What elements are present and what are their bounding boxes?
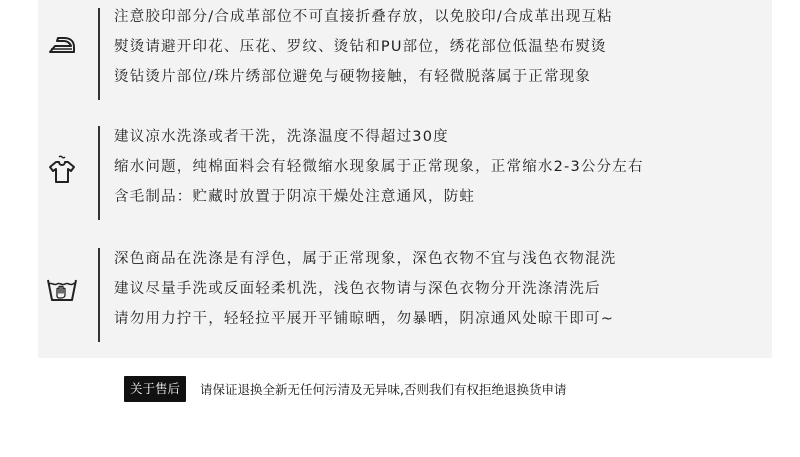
care-text-line: 烫钻烫片部位/珠片绣部位避免与硬物接触，有轻微脱落属于正常现象: [114, 69, 592, 85]
hand-wash-icon: [46, 272, 78, 304]
garment-wash-icon: [46, 154, 78, 186]
care-text-line: 建议凉水洗涤或者干洗，洗涤温度不得超过30度: [114, 129, 449, 145]
care-instructions-panel: [38, 0, 772, 358]
care-section-hand-wash: [38, 240, 772, 350]
care-text-line: 深色商品在洗涤是有浮色，属于正常现象，深色衣物不宜与浅色衣物混洗: [114, 251, 617, 267]
section-divider-line: [98, 248, 100, 342]
after-sales-footer: [124, 374, 567, 404]
care-text-line: 缩水问题，纯棉面料会有轻微缩水现象属于正常现象，正常缩水2-3公分左右: [114, 159, 644, 175]
section-divider-line: [98, 8, 100, 100]
after-sales-note: 请保证退换全新无任何污清及无异味,否则我们有权拒绝退换货申请: [200, 382, 567, 397]
care-section-ironing: [38, 0, 772, 110]
section-divider-line: [98, 126, 100, 220]
care-text-line: 建议尽量手洗或反面轻柔机洗，浅色衣物请与深色衣物分开洗涤清洗后: [114, 281, 601, 297]
after-sales-badge: 关于售后: [124, 376, 186, 402]
care-section-washing: [38, 118, 772, 228]
care-text-line: 含毛制品：贮藏时放置于阴凉干燥处注意通风，防蛀: [114, 189, 476, 205]
iron-icon: [46, 28, 78, 60]
care-text-line: 熨烫请避开印花、压花、罗纹、烫钻和PU部位，绣花部位低温垫布熨烫: [114, 39, 607, 55]
care-text-line: 请勿用力拧干，轻轻拉平展开平铺晾晒，勿暴晒，阴凉通风处晾干即可~: [114, 311, 615, 327]
care-text-line: 注意胶印部分/合成革部位不可直接折叠存放，以免胶印/合成革出现互粘: [114, 9, 613, 25]
